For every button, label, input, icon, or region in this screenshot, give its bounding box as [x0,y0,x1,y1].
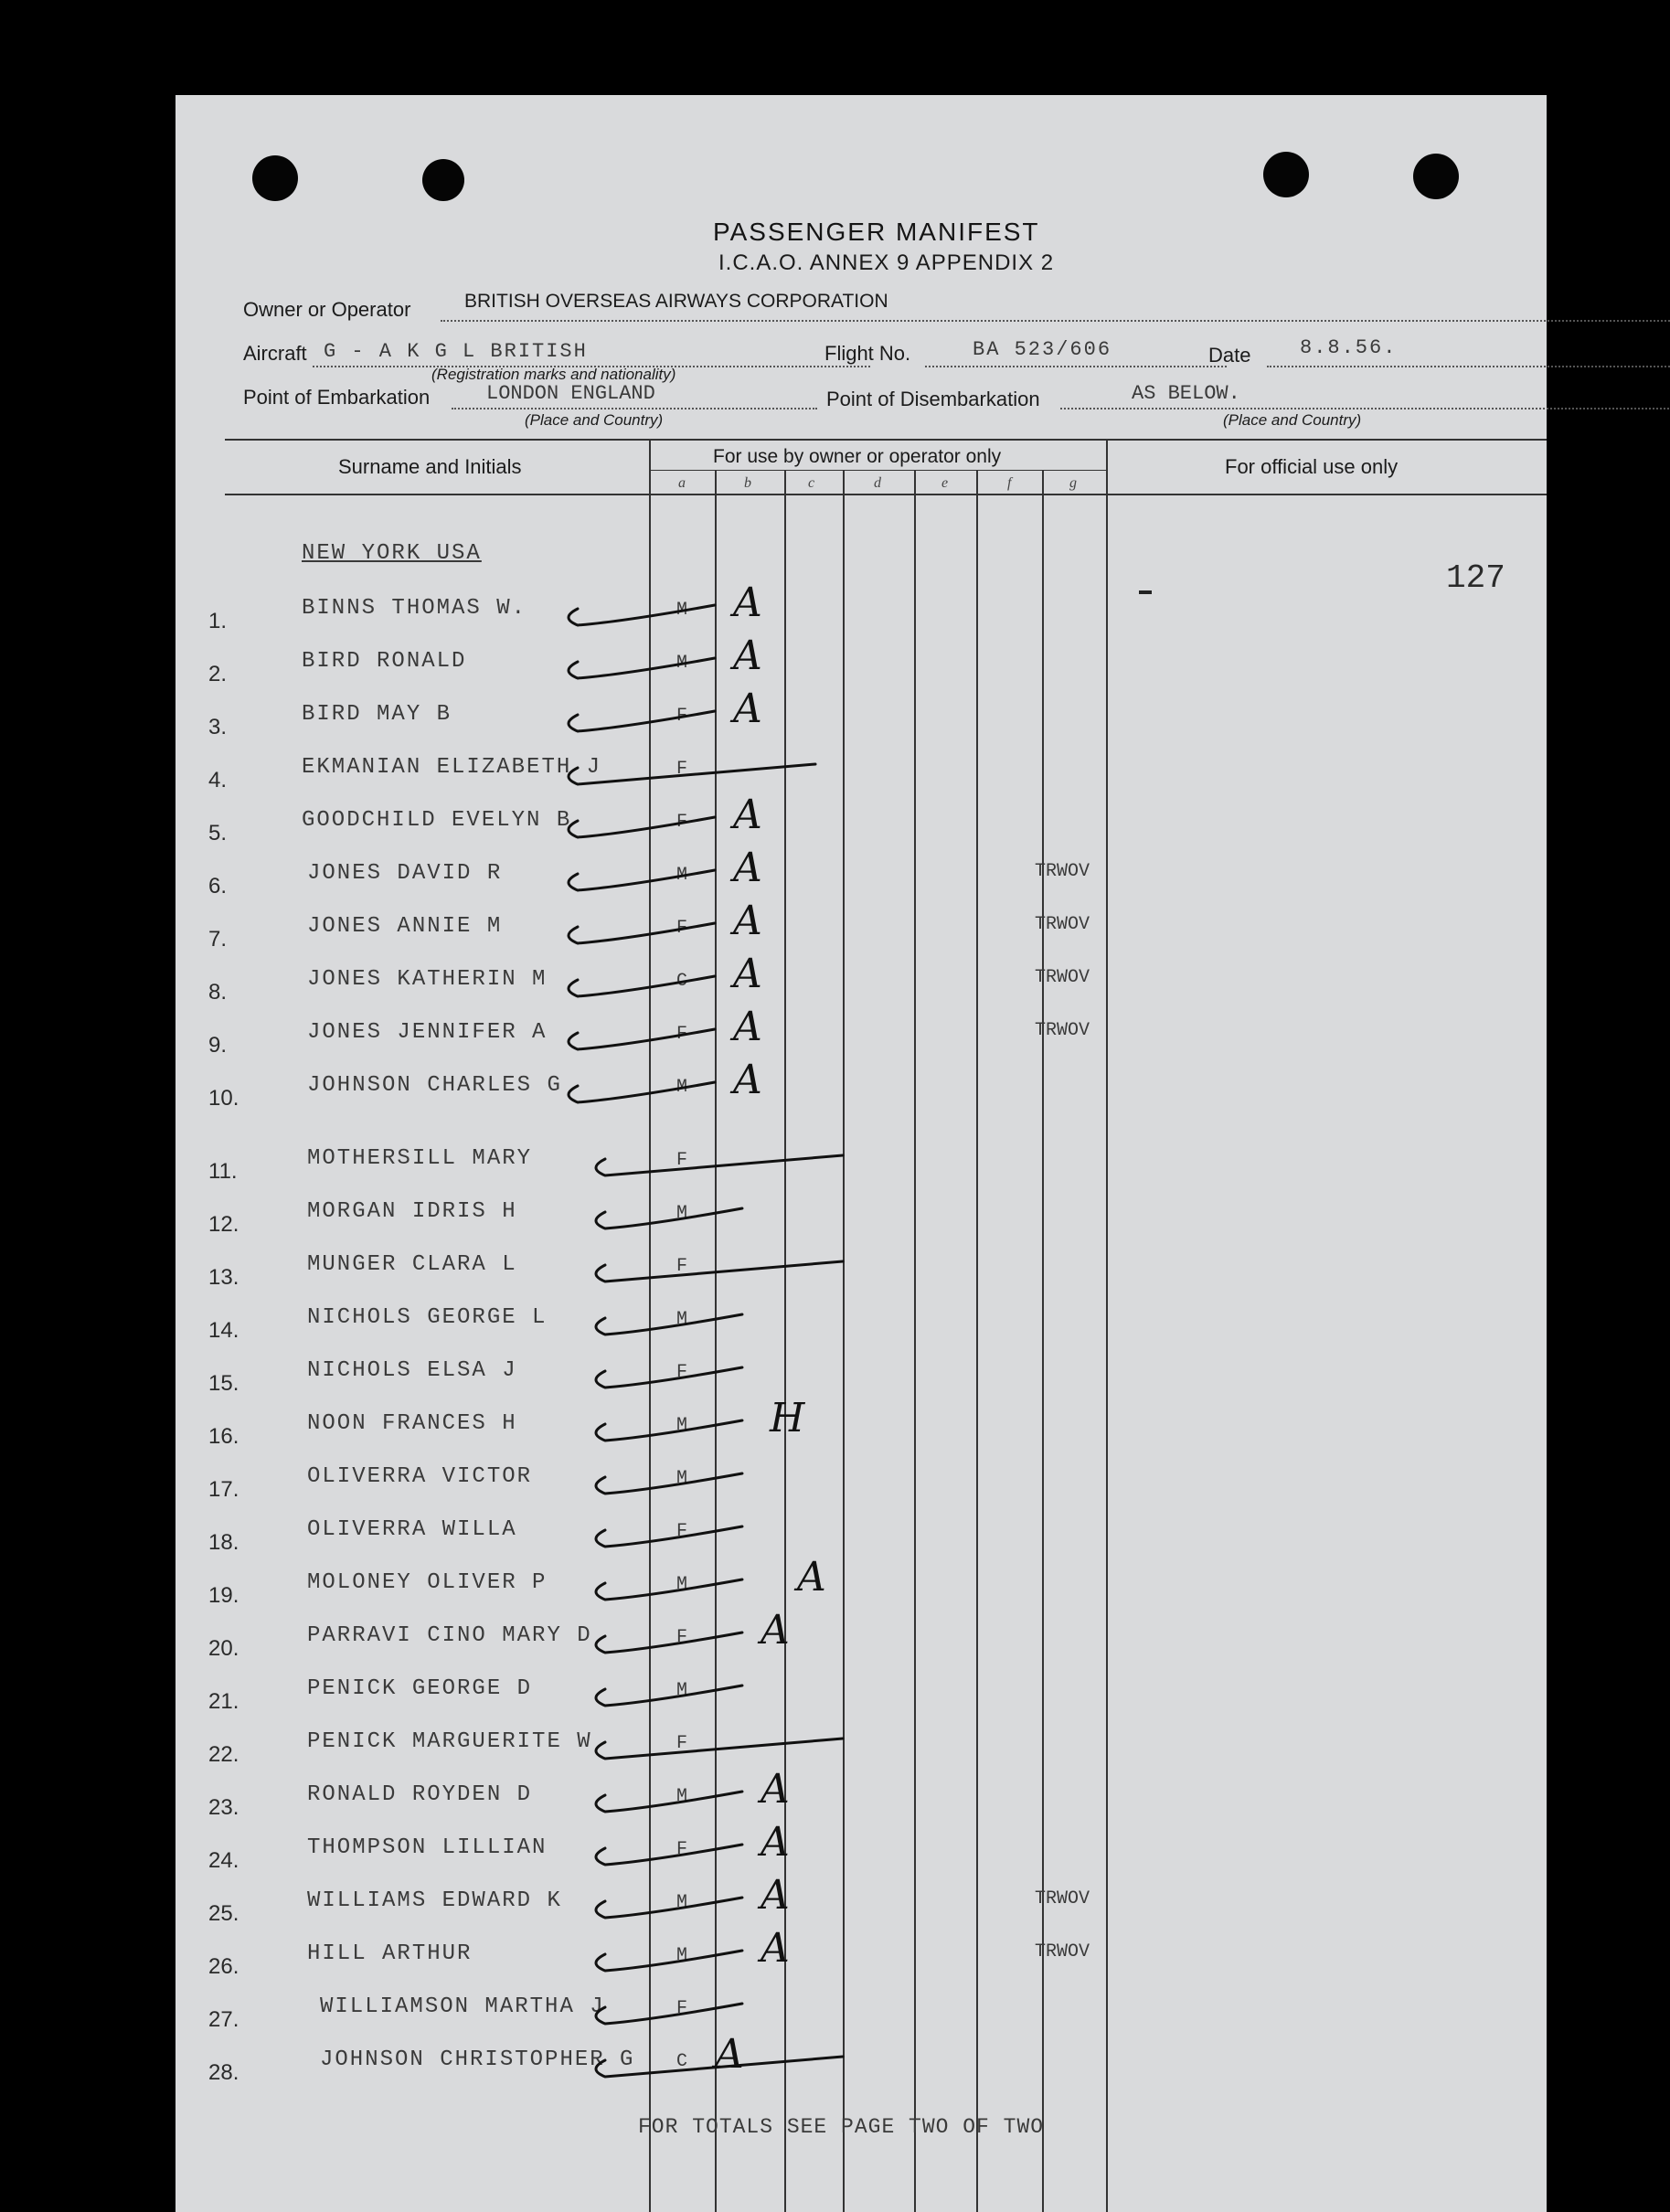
check-stroke [596,1261,843,1281]
passenger-name: OLIVERRA WILLA [307,1517,517,1542]
handwritten-mark: A [797,1554,826,1601]
passenger-name: MOLONEY OLIVER P [307,1570,548,1595]
handwritten-mark: A [761,1872,790,1919]
passenger-name: EKMANIAN ELIZABETH J [302,755,602,780]
row-number: 3. [208,715,228,739]
handwritten-mark: A [733,633,762,679]
row-number: 10. [208,1086,239,1111]
check-stroke [569,658,715,678]
date-value: 8.8.56. [1300,336,1398,359]
passenger-name: MOTHERSILL MARY [307,1146,533,1171]
row-number: 12. [208,1212,239,1237]
passenger-name: BINNS THOMAS W. [302,596,527,621]
subcol-b: b [744,475,751,491]
subcol-d: d [874,475,881,491]
passenger-code: F [676,1150,690,1171]
row-number: 19. [208,1583,239,1608]
passenger-name: PARRAVI CINO MARY D [307,1623,592,1648]
passenger-name: WILLIAMS EDWARD K [307,1888,562,1913]
check-stroke [569,711,715,731]
aircraft-note: (Registration marks and nationality) [431,366,676,383]
destination-heading: NEW YORK USA [302,541,482,566]
subcol-g: g [1069,475,1077,491]
handwritten-mark: A [733,686,762,732]
passenger-name: PENICK GEORGE D [307,1676,533,1701]
passenger-name: RONALD ROYDEN D [307,1782,533,1807]
handwritten-mark: A [733,845,762,891]
passenger-code: M [676,600,690,621]
passenger-code: C [676,2051,690,2072]
row-number: 11. [208,1159,238,1184]
passenger-code: M [676,1203,690,1224]
passenger-name: JONES ANNIE M [307,914,503,939]
totals-footer: FOR TOTALS SEE PAGE TWO OF TWO [638,2115,1045,2139]
passenger-name: BIRD MAY B [302,702,452,727]
passenger-name: NOON FRANCES H [307,1411,517,1436]
disembark-value: AS BELOW. [1132,382,1240,405]
check-stroke [596,1579,742,1600]
row-number: 1. [208,609,228,633]
row-number: 8. [208,980,228,1005]
row-number: 18. [208,1530,239,1555]
owner-label: Owner or Operator [243,298,411,321]
passenger-name: BIRD RONALD [302,649,467,674]
passenger-code: F [676,1998,690,2019]
transit-note: TRWOV [1035,1020,1090,1041]
passenger-name: OLIVERRA VICTOR [307,1464,533,1489]
passenger-name: MUNGER CLARA L [307,1252,517,1277]
row-number: 15. [208,1371,239,1396]
passenger-code: M [676,1415,690,1436]
handwritten-mark: A [761,1925,790,1972]
check-stroke [596,1845,742,1865]
handwritten-mark: A [761,1819,790,1866]
check-stroke [569,976,715,996]
check-stroke [569,1029,715,1049]
row-number: 24. [208,1848,239,1873]
date-label: Date [1208,344,1251,367]
subcol-c: c [808,475,815,491]
passenger-code: F [676,1839,690,1860]
transit-note: TRWOV [1035,914,1090,935]
handwritten-mark: A [733,898,762,944]
passenger-name: THOMPSON LILLIAN [307,1835,548,1860]
handwritten-mark: H [770,1395,805,1441]
aircraft-value: G - A K G L BRITISH [324,340,588,363]
passenger-code: F [676,1733,690,1754]
row-number: 27. [208,2007,239,2032]
row-number: 20. [208,1636,239,1661]
check-stroke [596,1526,742,1547]
row-number: 7. [208,927,228,952]
passenger-name: GOODCHILD EVELYN B [302,808,572,833]
embark-value: LONDON ENGLAND [486,382,655,405]
row-number: 5. [208,821,228,845]
flight-value: BA 523/606 [973,338,1112,361]
passenger-name: JOHNSON CHARLES G [307,1073,562,1098]
check-stroke [596,1632,742,1653]
passenger-name: NICHOLS GEORGE L [307,1305,548,1330]
passenger-name: MORGAN IDRIS H [307,1199,517,1224]
passenger-code: F [676,759,690,780]
check-stroke [596,1739,843,1759]
passenger-code: M [676,1945,690,1966]
passenger-name: WILLIAMSON MARTHA J [320,1994,605,2019]
row-number: 6. [208,874,228,899]
passenger-code: M [676,1574,690,1595]
handwritten-ticks [176,95,1547,2212]
passenger-code: M [676,1468,690,1489]
row-number: 28. [208,2060,239,2085]
check-stroke [596,1951,742,1971]
passenger-code: M [676,1892,690,1913]
owner-value: BRITISH OVERSEAS AIRWAYS CORPORATION [464,291,888,312]
official-number: 127 [1446,559,1505,597]
handwritten-mark: A [761,1766,790,1813]
row-number: 25. [208,1901,239,1926]
handwritten-mark: A [715,2031,744,2078]
passenger-code: F [676,1256,690,1277]
row-number: 23. [208,1795,239,1820]
flight-label: Flight No. [824,342,911,365]
check-stroke [596,1208,742,1228]
check-stroke [569,817,715,837]
disembark-note: (Place and Country) [1223,411,1362,429]
row-number: 22. [208,1742,239,1767]
embark-note: (Place and Country) [525,411,664,429]
passenger-code: M [676,865,690,886]
check-stroke [569,764,815,784]
document-subtitle: I.C.A.O. ANNEX 9 APPENDIX 2 [718,250,1055,275]
passenger-name: JONES KATHERIN M [307,967,548,992]
row-number: 14. [208,1318,239,1343]
row-number: 2. [208,662,228,686]
check-stroke [569,1082,715,1102]
check-stroke [596,1686,742,1706]
row-number: 9. [208,1033,228,1058]
passenger-code: M [676,1309,690,1330]
check-stroke [569,870,715,890]
passenger-code: F [676,1521,690,1542]
passenger-code: M [676,1077,690,1098]
transit-note: TRWOV [1035,1941,1090,1962]
check-stroke [596,1314,742,1335]
subcol-f: f [1007,475,1012,491]
check-stroke [596,1155,843,1175]
passenger-name: PENICK MARGUERITE W [307,1729,592,1754]
handwritten-mark: A [733,792,762,838]
col-surname-header: Surname and Initials [338,455,522,478]
passenger-code: M [676,1680,690,1701]
row-number: 26. [208,1954,239,1979]
check-stroke [569,923,715,943]
passenger-code: F [676,918,690,939]
check-stroke [596,1420,742,1441]
row-number: 4. [208,768,228,792]
transit-note: TRWOV [1035,967,1090,988]
passenger-name: NICHOLS ELSA J [307,1358,517,1383]
passenger-code: F [676,1024,690,1045]
col-operator-header: For use by owner or operator only [713,446,1002,467]
check-stroke [596,1792,742,1812]
check-stroke [596,2004,742,2024]
passenger-code: M [676,653,690,674]
aircraft-label: Aircraft [243,342,307,365]
row-number: 17. [208,1477,239,1502]
handwritten-mark: A [733,1057,762,1103]
subcol-a: a [678,475,686,491]
subcol-e: e [941,475,949,491]
transit-note: TRWOV [1035,861,1090,882]
passenger-code: F [676,706,690,727]
passenger-code: F [676,1362,690,1383]
row-number: 16. [208,1424,239,1449]
check-stroke [596,2057,843,2077]
embark-label: Point of Embarkation [243,386,431,409]
passenger-code: M [676,1786,690,1807]
col-official-header: For official use only [1225,455,1399,478]
check-stroke [596,1367,742,1388]
passenger-code: F [676,1627,690,1648]
passenger-name: JONES DAVID R [307,861,503,886]
passenger-name: HILL ARTHUR [307,1941,473,1966]
row-number: 21. [208,1689,239,1714]
check-stroke [596,1898,742,1918]
check-stroke [596,1473,742,1494]
passenger-code: C [676,971,690,992]
passenger-name: JONES JENNIFER A [307,1020,548,1045]
handwritten-mark: A [733,1004,762,1050]
disembark-label: Point of Disembarkation [826,388,1040,410]
row-number: 13. [208,1265,239,1290]
passenger-name: JOHNSON CHRISTOPHER G [320,2047,635,2072]
transit-note: TRWOV [1035,1888,1090,1909]
check-stroke [569,605,715,625]
handwritten-mark: A [733,580,762,626]
handwritten-mark: A [733,951,762,997]
manifest-page [176,95,1547,2212]
handwritten-mark: A [761,1607,790,1654]
document-title: PASSENGER MANIFEST [713,218,1040,246]
passenger-code: F [676,812,690,833]
